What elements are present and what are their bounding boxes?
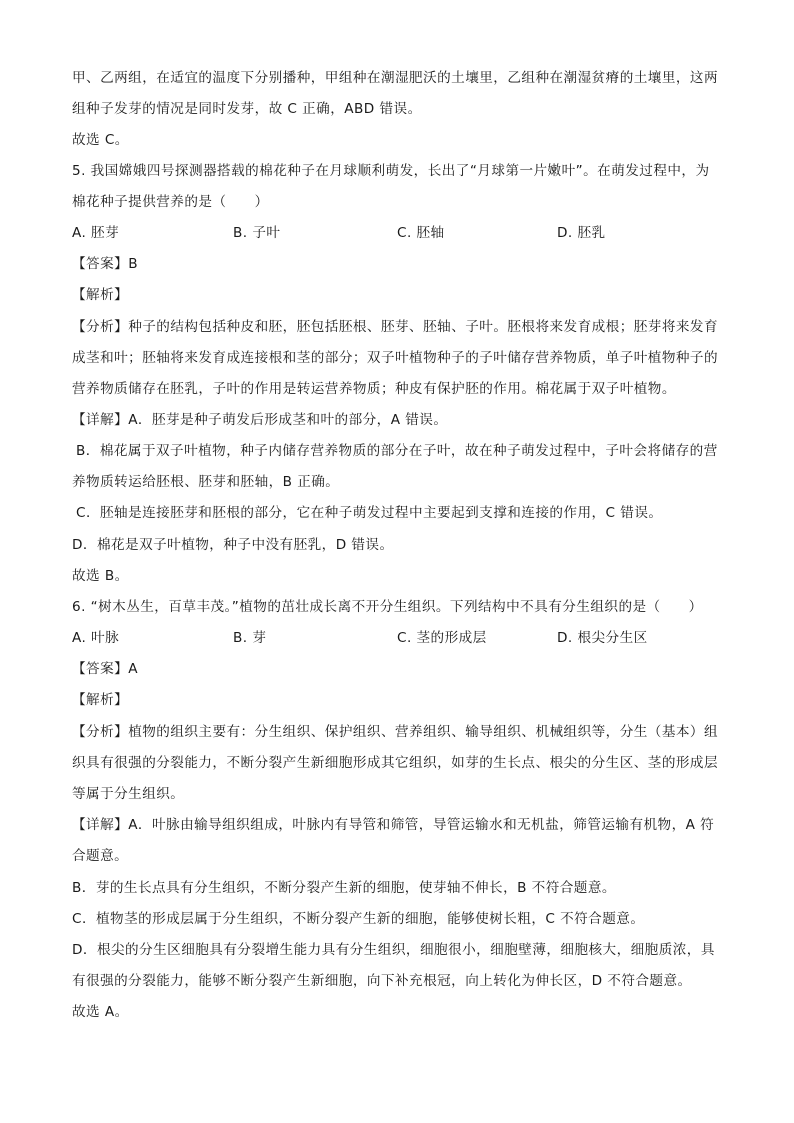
question-6-stem: 6. “树木丛生，百草丰茂。”植物的茁壮成长离不开分生组织。下列结构中不具有分生组织的是（ ）: [72, 599, 703, 615]
option-c: C. 茎的形成层: [397, 630, 487, 646]
answer-value: B: [128, 256, 138, 272]
analysis-paragraph: [72, 722, 718, 742]
analysis-tag: 【分析】: [72, 319, 129, 335]
answer-line: [72, 659, 138, 679]
text-line: B．芽的生长点具有分生组织，不断分裂产生新的细胞，使芽轴不伸长，B 不符合题意。: [72, 880, 616, 896]
text-line: 有很强的分裂能力，能够不断分裂产生新细胞，向下补充根冠，向上转化为伸长区，D 不符合题意。: [72, 973, 692, 989]
detail-tag: 【详解】: [72, 412, 129, 428]
text-line: C．植物茎的形成层属于分生组织，不断分裂产生新的细胞，能够使树长粗，C 不符合题意。: [72, 911, 645, 927]
option-d: D. 根尖分生区: [557, 630, 648, 646]
text-line: B．棉花属于双子叶植物，种子内储存营养物质的部分在子叶，故在种子萌发过程中，子叶会将储存的营: [76, 443, 718, 459]
text-line: 养物质转运给胚根、胚芽和胚轴，B 正确。: [72, 474, 340, 490]
analysis-paragraph: [72, 317, 718, 337]
text-line: 成茎和叶；胚轴将来发育成连接根和茎的部分；双子叶植物种子的子叶储存营养物质，单子叶植物种子的: [72, 350, 719, 366]
text-line: C．胚轴是连接胚芽和胚根的部分，它在种子萌发过程中主要起到支撑和连接的作用，C 错误。: [76, 505, 663, 521]
text-line: D．棉花是双子叶植物，种子中没有胚乳，D 错误。: [72, 537, 394, 553]
answer-line: [72, 254, 138, 274]
text-line: D．根尖的分生区细胞具有分裂增生能力具有分生组织，细胞很小，细胞壁薄，细胞核大，细胞质浓，具: [72, 942, 715, 958]
analysis-heading: 【解析】: [72, 692, 129, 708]
text-segment: 植物的组织主要有：分生组织、保护组织、营养组织、输导组织、机械组织等，分生（基本）组: [128, 724, 719, 740]
option-c: C. 胚轴: [397, 225, 445, 241]
answer-value: A: [128, 661, 138, 677]
text-line: 故选 C。: [72, 132, 129, 148]
option-d: D. 胚乳: [557, 225, 606, 241]
option-b: B. 芽: [233, 630, 267, 646]
question-5-stem: 棉花种子提供营养的是（ ）: [72, 194, 269, 210]
text-line: 织具有很强的分裂能力，不断分裂产生新细胞形成其它组织，如芽的生长点、根尖的分生区、茎的形成层: [72, 755, 719, 771]
text-line: 组种子发芽的情况是同时发芽，故 C 正确，ABD 错误。: [72, 101, 422, 117]
text-line: 甲、乙两组，在适宜的温度下分别播种，甲组种在潮湿肥沃的土壤里，乙组种在潮湿贫瘠的土壤里，这两: [72, 70, 719, 86]
text-line: 营养物质储存在胚乳，子叶的作用是转运营养物质；种皮有保护胚的作用。棉花属于双子叶植物。: [72, 381, 676, 397]
text-segment: 种子的结构包括种皮和胚，胚包括胚根、胚芽、胚轴、子叶。胚根将来发育成根；胚芽将来发育: [128, 319, 719, 335]
answer-tag: 【答案】: [72, 256, 129, 272]
analysis-tag: 【分析】: [72, 724, 129, 740]
option-a: A. 胚芽: [72, 225, 120, 241]
option-a: A. 叶脉: [72, 630, 120, 646]
detail-paragraph: [72, 410, 447, 430]
detail-tag: 【详解】: [72, 817, 129, 833]
text-line: 合题意。: [72, 848, 129, 864]
detail-paragraph: [72, 815, 714, 835]
choice-line: 故选 A。: [72, 1004, 129, 1020]
text-line: 等属于分生组织。: [72, 786, 185, 802]
choice-line: 故选 B。: [72, 568, 129, 584]
question-5-stem: 5. 我国嫦娥四号探测器搭载的棉花种子在月球顺利萌发，长出了“月球第一片嫩叶”。在萌发过程中，为: [72, 163, 710, 179]
answer-tag: 【答案】: [72, 661, 129, 677]
text-segment: A．叶脉由输导组织组成，叶脉内有导管和筛管，导管运输水和无机盐，筛管运输有机物，A 符: [128, 817, 715, 833]
option-b: B. 子叶: [233, 225, 281, 241]
text-segment: A．胚芽是种子萌发后形成茎和叶的部分，A 错误。: [128, 412, 448, 428]
analysis-heading: 【解析】: [72, 287, 129, 303]
